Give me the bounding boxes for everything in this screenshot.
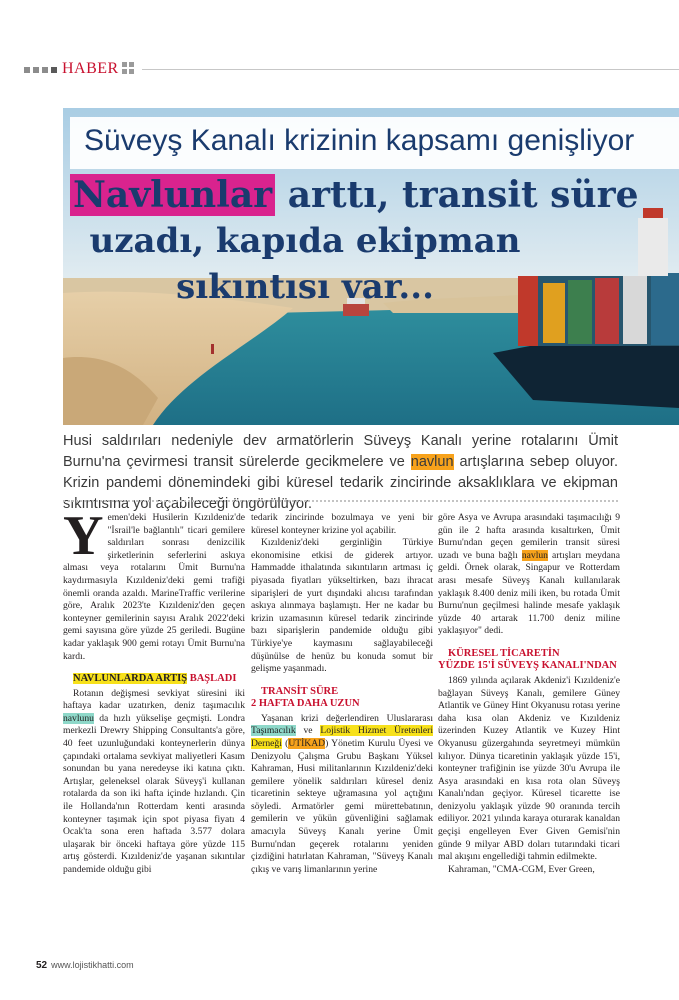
subheading: [63, 673, 245, 686]
body-paragraph: [251, 713, 433, 877]
article-column-2: [251, 512, 433, 876]
square-icon: [51, 67, 57, 73]
body-paragraph: [438, 512, 620, 638]
subheading-highlight: NAVLUNLARDA ARTIŞ: [73, 673, 188, 685]
body-text: Yönetim Kurulu Üyesi ve Denizyolu Çalışma Grubu Başkanı Yüksel Kahraman, Husi militanlarının Kızıldeniz'deki gemilere yönelik saldırıları küresel deniz ticaretinin sekteye uğramasına yol açtığını söyledi. Armatörler gemi mürettebatının, gemilerin ve yükün güvenliğini sağlamak amacıyla Süveyş Kanalı yerine Ümit Burnu'ndan geçerek rotalarını yeniden çizdiğini hatırlatan Kahraman, "Süveyş Kanalı çıkış ve varış limanlarının yerine: [251, 737, 434, 875]
body-paragraph: Kahraman, "CMA-CGM, Ever Green,: [448, 863, 595, 875]
subheading-line: 2 HAFTA DAHA UZUN: [251, 698, 360, 710]
body-paragraph: tedarik zincirinde bozulmaya ve yeni bir küresel konteyner krizine yol açabilir.: [251, 512, 433, 536]
main-headline: [70, 172, 639, 310]
body-text: emen'deki Husilerin Kızıldeniz'de "İsrail'le bağlantılı" ticari gemilere saldırıları sonrası denizcilik şirketlerinin seferlerini askıya alması veya rotalarını Ümit Burnu'na kaydırmasıyla Kızıldeniz'deki gemi trafiği önemli oranda azaldı. MarineTraffic verilerine göre, Aralık 2023'te Kızıldeniz'den geçen konteyner gemilerinin sayısı Aralık 2022'deki gemi sayısına göre yüzde 25 geriledi. Bugüne kadar yaklaşık 900 gemi rotayı Ümit Burnu'na kardı.: [63, 512, 245, 662]
square-icon: [33, 67, 39, 73]
body-paragraph: 1869 yılında açılarak Akdeniz'i Kızıldeniz'e bağlayan Süveyş Kanalı, gemilere Güney Atlantik ve Güney Hint Okyanusu rotası yerine daha kısa olan Akdeniz ve Kızıldeniz üzerinden Kuzey Atlantik ve Kuzey Hint Okyanusu güzergahında seyretmeyi mümkün kılıyor. Dünya ticaretinin yaklaşık yüzde 15'i, konteyner trafiğinin ise yüzde 30'u Avrupa ile Asya arasındaki en kısa rota olan Süveyş Kanalı'ndan geçiyor. Küresel ticarette ise denizyolu yaklaşık yüzde 90 oranında tercih ediliyor. 2021 yılında karaya oturarak kanaldan geçişi engelleyen Ever Given Gemisi'nin günde 9 milyar ABD doları tutarındaki ticari mal akışını engellediği tahmin edilmekte.: [438, 674, 620, 863]
lead-text: artışlarına sebep oluyor. Krizin pandemi dönemindeki gibi küresel tedarik zincirinde aksaklıklara ve ekipman sıkıntısına yol açabileceği öngörülüyor.: [63, 454, 618, 512]
grid-icon: [122, 62, 134, 74]
article-kicker-title: Süveyş Kanalı krizinin kapsamı genişliyor: [84, 124, 635, 157]
body-text: (: [281, 737, 289, 749]
square-icon: [42, 67, 48, 73]
subheading-text: BAŞLADI: [187, 673, 237, 685]
square-icon: [24, 67, 30, 73]
article-column-1: [63, 505, 245, 877]
body-text: Rotanın değişmesi sevkiyat süresini iki haftaya kadar uzatırken, deniz taşımacılık: [63, 687, 245, 712]
footer-url[interactable]: www.lojistikhatti.com: [51, 960, 134, 970]
page-number: 52: [36, 960, 48, 971]
drop-cap: Y: [63, 505, 104, 567]
body-highlight: navlun: [521, 549, 548, 561]
section-header: [24, 60, 664, 82]
body-highlight: navlunu: [63, 712, 94, 724]
body-highlight: Taşımacılık: [251, 725, 296, 737]
body-text: ve: [295, 725, 321, 737]
body-paragraph: Kızıldeniz'deki gerginliğin Türkiye ekonomisine etkisi de giderek artıyor. Hammadde ithalatında sıkıntıların artması iç piyasada fiyatları yükseltirken, bazı ihracat siparişleri de yurt dışındaki alıcısı tarafından askıya alınmaya başlamıştı. Her ne kadar bu krizin uzamasının küresel tedarik zincirinde bazı siparişlerin pandemide olduğu gibi Türkiye'ye kaymasını sağlayabileceği düşünülse de henüz bu konuda somut bir gelişme yaşanmadı.: [251, 537, 433, 675]
body-text: Yaşanan krizi değerlendiren Uluslararası: [261, 712, 433, 724]
lead-text: Husi saldırıları nedeniyle dev armatörlerin Süveyş Kanalı yerine rotalarını Ümit Burnu'na çevirmesi transit sürelerde gecikmelere ve: [63, 433, 618, 470]
body-highlight: UTİKAD: [288, 737, 326, 749]
lead-paragraph: [63, 431, 618, 515]
headline-highlight-word: Navlunlar: [70, 174, 275, 216]
subheading-line: KÜRESEL TİCARETİN: [448, 647, 560, 659]
body-text: ): [325, 737, 332, 749]
body-text: artışları meydana geldi. Örnek olarak, Singapur ve Rotterdam arası mesafe Süveyş Kanalı kullanılarak yaklaşık 8.400 deniz mili iken, bu rotada Ümit Burnu'nun geçilmesi halinde mesafe yaklaşık yüzde 40 artarak 11.700 deniz miline yaklaşıyor" dedi.: [438, 549, 620, 637]
subheading-line: TRANSİT SÜRE: [261, 685, 339, 697]
page-footer: [36, 960, 134, 971]
section-divider: [142, 69, 679, 70]
article-column-3: [438, 512, 620, 876]
subheading-line: YÜZDE 15'İ SÜVEYŞ KANALI'NDAN: [438, 660, 617, 672]
body-highlight: Lojistik Hizmet Üretenleri Derneği: [251, 725, 433, 749]
subheading: [438, 648, 620, 673]
headline-line3: sıkıntısı var...: [176, 267, 434, 307]
headline-line1-rest: arttı, transit süre: [275, 174, 639, 216]
headline-line2: uzadı, kapıda ekipman: [89, 221, 521, 261]
title-band: [70, 117, 679, 169]
section-label: HABER: [62, 60, 119, 77]
body-paragraph: [63, 688, 245, 877]
body-paragraph: [63, 505, 245, 663]
dotted-divider: [63, 500, 618, 502]
body-text: da hızlı yükselişe geçmişti. Londra merkezli Drewry Shipping Consultants'a göre, 40 feet uzunluğundaki konteynerlerin dünya çapındaki ortalama sevkiyat maliyetleri Kasım sonundan bu yana neredeyse iki katına çıktı. Artışlar, geleneksel olarak Süveyş'i kullanan rotalarda da son iki hafta içinde hızlandı. Çin ile Hollanda'nın Rotterdam kenti arasında konteyner taşımak için spot piyasa fiyatı 4 Ocak'ta sona eren haftada 3.577 dolara ulaşarak bir önceki haftaya göre yüzde 115 artış gösterdi. Kızıldeniz'de yaşanan sıkıntılar pandemide olduğu gibi: [63, 712, 245, 875]
lead-highlight: navlun: [410, 454, 454, 470]
body-text: göre Asya ve Avrupa arasındaki taşımacılığı 9 gün ile 2 hafta arasında kısaltırken, Ümit Burnu'ndan geçen gemilerin transit süresi uzadı ve buna bağlı: [438, 512, 620, 561]
subheading: [251, 686, 433, 711]
